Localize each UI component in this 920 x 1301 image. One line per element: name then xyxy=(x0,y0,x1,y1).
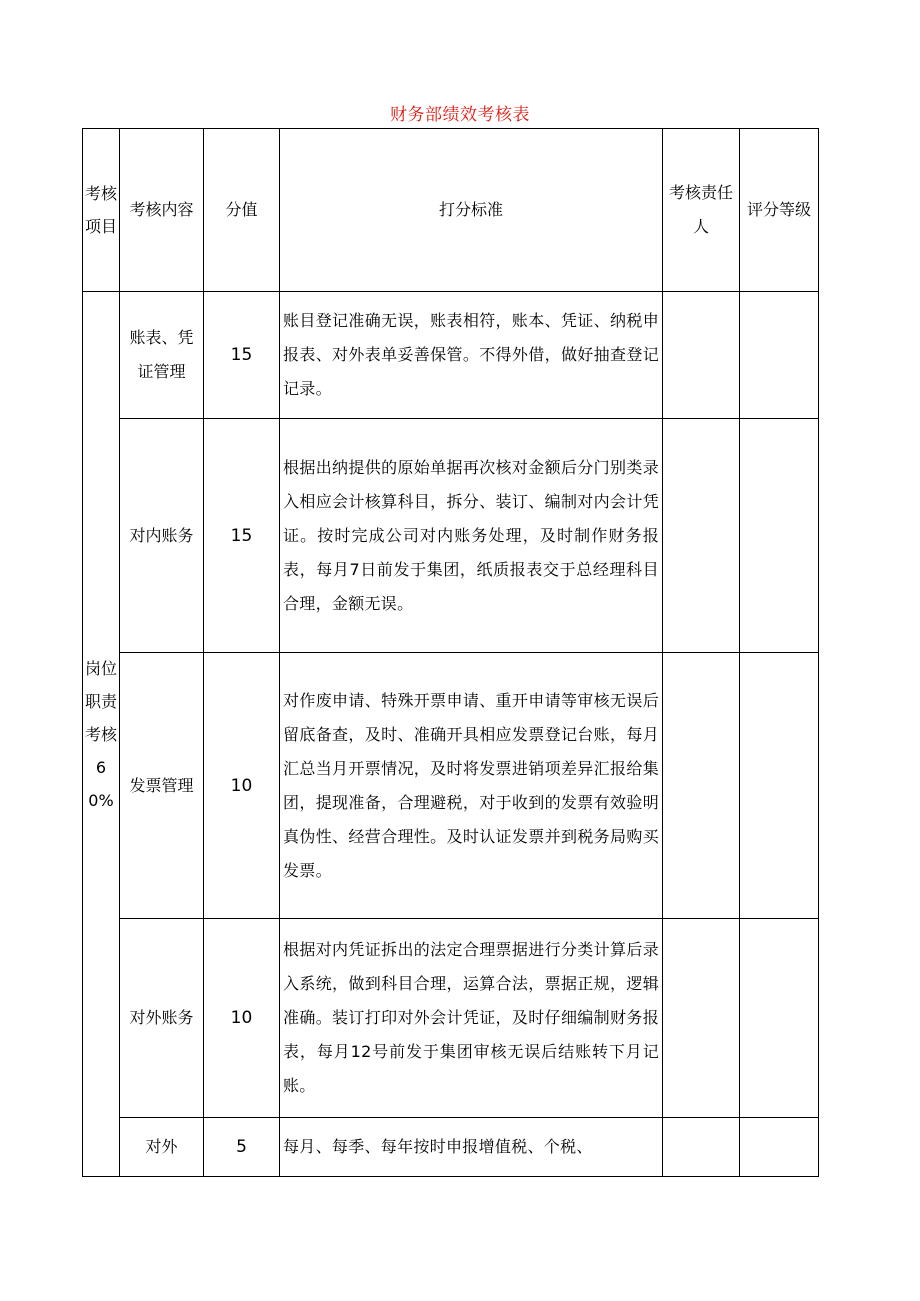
category-label: 岗位职责考核60% xyxy=(84,658,117,810)
header-standard: 打分标准 xyxy=(280,129,663,292)
row-standard: 根据对内凭证拆出的法定合理票据进行分类计算后录入系统，做到科目合理，运算合法，票据正规，逻辑准确。装订打印对外会计凭证，及时仔细编制财务报表，每月12号前发于集团审核无误后结账转下月记账。 xyxy=(280,919,663,1118)
header-content: 考核内容 xyxy=(120,129,204,292)
assessment-table xyxy=(82,128,819,1177)
row-assessor xyxy=(663,292,740,419)
row-assessor xyxy=(663,653,740,919)
row-content: 对外 xyxy=(120,1118,204,1177)
row-standard: 账目登记准确无误，账表相符，账本、凭证、纳税申报表、对外表单妥善保管。不得外借，做好抽查登记记录。 xyxy=(280,292,663,419)
header-score: 分值 xyxy=(204,129,280,292)
row-grade xyxy=(740,292,819,419)
page-title: 财务部绩效考核表 xyxy=(390,105,530,125)
row-grade xyxy=(740,1118,819,1177)
row-standard: 根据出纳提供的原始单据再次核对金额后分门别类录入相应会计核算科目，拆分、装订、编制对内会计凭证。按时完成公司对内账务处理，及时制作财务报表，每月7日前发于集团，纸质报表交于总经理科目合理，金额无误。 xyxy=(280,419,663,653)
row-score: 15 xyxy=(204,419,280,653)
row-standard: 每月、每季、每年按时申报增值税、个税、 xyxy=(280,1118,663,1177)
table-row xyxy=(83,1118,819,1177)
header-row xyxy=(83,129,819,292)
header-grade: 评分等级 xyxy=(740,129,819,292)
row-score: 5 xyxy=(204,1118,280,1177)
row-content: 发票管理 xyxy=(120,653,204,919)
row-content: 账表、凭证管理 xyxy=(120,292,204,419)
row-grade xyxy=(740,653,819,919)
row-content: 对外账务 xyxy=(120,919,204,1118)
header-assessor: 考核责任人 xyxy=(663,129,740,292)
header-category xyxy=(83,129,120,292)
table-row xyxy=(83,292,819,419)
header-category-label: 考核项目 xyxy=(84,184,117,236)
row-grade xyxy=(740,919,819,1118)
table-row xyxy=(83,419,819,653)
row-score: 10 xyxy=(204,653,280,919)
row-assessor xyxy=(663,1118,740,1177)
row-score: 10 xyxy=(204,919,280,1118)
row-assessor xyxy=(663,919,740,1118)
row-score: 15 xyxy=(204,292,280,419)
table-row xyxy=(83,653,819,919)
table-row xyxy=(83,919,819,1118)
row-content: 对内账务 xyxy=(120,419,204,653)
row-assessor xyxy=(663,419,740,653)
category-cell xyxy=(83,292,120,1177)
row-grade xyxy=(740,419,819,653)
row-standard: 对作废申请、特殊开票申请、重开申请等审核无误后留底备查，及时、准确开具相应发票登记台账，每月汇总当月开票情况，及时将发票进销项差异汇报给集团，提现准备，合理避税，对于收到的发票有效验明真伪性、经营合理性。及时认证发票并到税务局购买发票。 xyxy=(280,653,663,919)
